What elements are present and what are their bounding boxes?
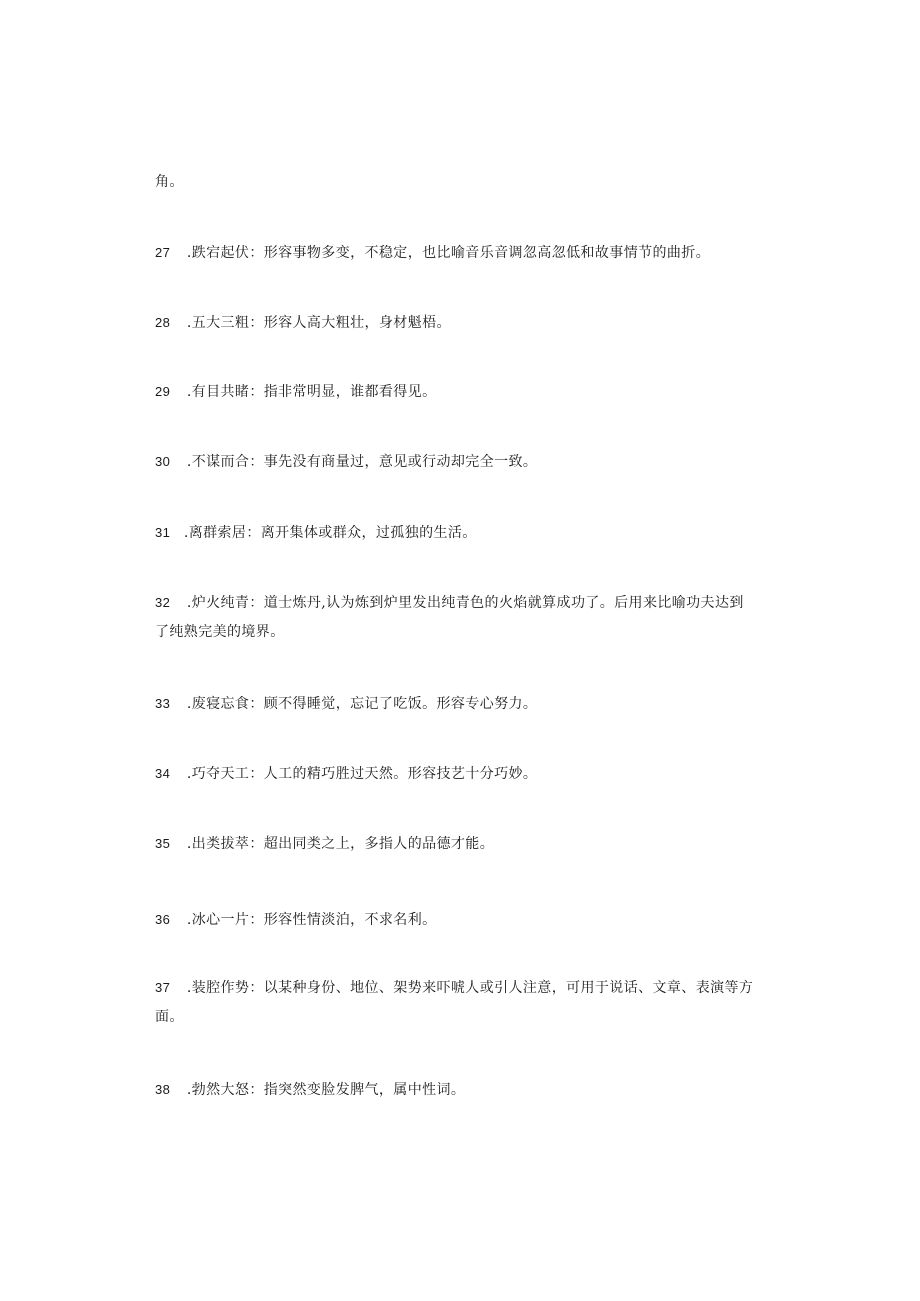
idiom-entry-27 [155,238,755,268]
entry-number: 35 [155,836,171,851]
entry-term: 离群索居 [188,525,247,541]
entry-term: 冰心一片 [191,912,250,928]
idiom-entry-33 [155,689,755,719]
entry-separator: . [182,912,192,928]
entry-term: 巧夺天工 [191,766,250,782]
entry-term: 出类拔萃 [191,836,250,852]
idiom-entry-29 [155,377,755,407]
entry-separator: . [182,696,192,712]
entry-number: 32 [155,595,171,610]
entry-number: 27 [155,245,171,260]
fragment-text: 角。 [155,174,184,190]
entry-number: 36 [155,912,171,927]
continued-fragment [155,168,755,197]
entry-separator: . [182,245,192,261]
entry-definition: ：指非常明显，谁都看得见。 [249,384,437,400]
entry-definition: ：道士炼丹,认为炼到炉里发出纯青色的火焰就算成功了。后用来比喻功夫达到了纯熟完美的境界。 [155,595,744,640]
entry-separator: . [182,595,192,611]
entry-separator: . [182,766,192,782]
entry-term: 勃然大怒 [191,1082,250,1098]
entry-definition: ：事先没有商量过，意见或行动却完全一致。 [249,454,538,470]
entry-definition: ：形容事物多变，不稳定，也比喻音乐音调忽高忽低和故事情节的曲折。 [249,245,711,261]
entry-definition: ：形容人高大粗壮，身材魁梧。 [249,315,451,331]
entry-separator: . [182,836,192,852]
idiom-entry-30 [155,447,755,477]
entry-term: 不谋而合 [191,454,250,470]
idiom-entry-38 [155,1075,755,1105]
entry-definition: ：人工的精巧胜过天然。形容技艺十分巧妙。 [249,766,538,782]
entry-separator: . [182,1082,192,1098]
entry-number: 31 [155,525,171,540]
entry-number: 34 [155,766,171,781]
entry-definition: ：形容性情淡泊，不求名利。 [249,912,437,928]
entry-definition: ：离开集体或群众，过孤独的生活。 [246,525,477,541]
entry-separator: . [179,525,189,541]
entry-number: 28 [155,315,171,330]
entry-term: 跌宕起伏 [191,245,250,261]
idiom-entry-28 [155,308,755,338]
idiom-entry-35 [155,829,755,859]
entry-separator: . [182,315,192,331]
entry-term: 炉火纯青 [191,595,250,611]
entry-number: 37 [155,980,171,995]
entry-separator: . [182,980,192,996]
idiom-entry-31 [155,518,755,548]
entry-definition: ：超出同类之上，多指人的品德才能。 [249,836,495,852]
idiom-entry-34 [155,759,755,789]
entry-definition: ：顾不得睡觉，忘记了吃饭。形容专心努力。 [249,696,538,712]
entry-number: 38 [155,1082,171,1097]
entry-separator: . [182,384,192,400]
idiom-entry-36 [155,905,755,935]
entry-definition: ：以某种身份、地位、架势来吓唬人或引人注意，可用于说话、文章、表演等方面。 [155,980,754,1025]
entry-term: 装腔作势 [191,980,250,996]
entry-term: 废寝忘食 [191,696,250,712]
idiom-entry-32 [155,588,755,647]
entry-separator: . [182,454,192,470]
entry-term: 有目共睹 [191,384,250,400]
idiom-entry-37 [155,973,755,1032]
entry-number: 29 [155,384,171,399]
entry-term: 五大三粗 [191,315,250,331]
entry-number: 33 [155,696,171,711]
entry-number: 30 [155,454,171,469]
entry-definition: ：指突然变脸发脾气，属中性词。 [249,1082,466,1098]
